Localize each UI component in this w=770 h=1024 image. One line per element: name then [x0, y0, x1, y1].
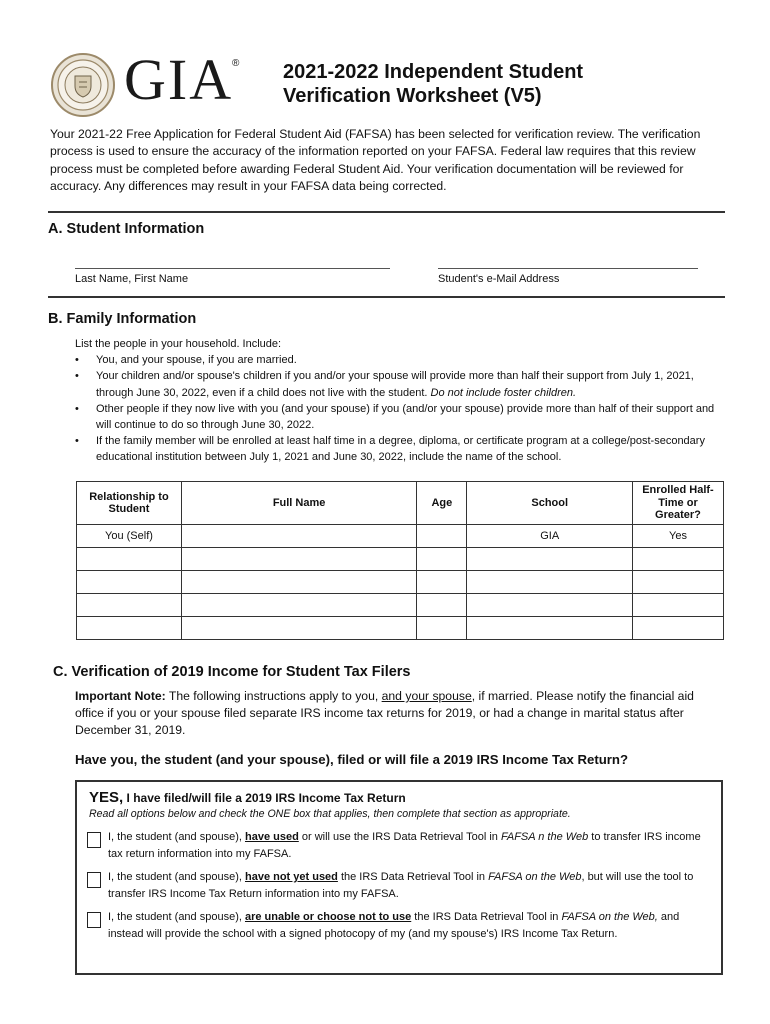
section-divider	[48, 211, 725, 213]
name-field-label: Last Name, First Name	[75, 273, 189, 285]
title-line-2: Verification Worksheet (V5)	[283, 85, 542, 107]
household-instructions	[75, 336, 725, 466]
important-note: Important Note: The following instructions apply to you, and your spouse, if married. Please notify the financial aid office if you or your spouse filed separate IRS income tax returns for 2019, or had a change in marital status after December 31, 2019.	[75, 689, 694, 737]
logo-wordmark: GIA	[124, 47, 234, 112]
table-row	[77, 617, 724, 640]
cell-enrolled: Yes	[632, 525, 723, 548]
cell-enrolled[interactable]	[632, 617, 723, 640]
title-line-1: 2021-2022 Independent Student	[283, 61, 584, 83]
tax-return-question: Have you, the student (and your spouse), filed or will file a 2019 IRS Income Tax Return?	[75, 752, 629, 767]
cell-age[interactable]	[417, 617, 467, 640]
col-age: Age	[417, 482, 467, 525]
cell-age[interactable]	[417, 594, 467, 617]
section-c-heading: C. Verification of 2019 Income for Student Tax Filers	[53, 664, 411, 680]
list-item: • Your children and/or spouse's children if you and/or your spouse will provide more than half their support from July 1, 2021, through June 30, 2022, even if a child does not live with the student. Do not include foster children.	[75, 368, 725, 400]
cell-enrolled[interactable]	[632, 571, 723, 594]
option-1-checkbox[interactable]	[87, 832, 101, 848]
cell-school[interactable]	[467, 548, 632, 571]
intro-paragraph: Your 2021-22 Free Application for Federal Student Aid (FAFSA) has been selected for verification review. The verification process is used to ensure the accuracy of the information reported on your FAFSA. Federal law requires that this review process must be completed before awarding Federal Student Aid. Your verification documentation will be reviewed for accuracy. Any differences may result in your FAFSA data being corrected.	[50, 127, 701, 194]
cell-full-name[interactable]	[181, 594, 416, 617]
page-title	[283, 60, 703, 108]
household-lead: List the people in your household. Include:	[75, 338, 282, 350]
section-b-heading: B. Family Information	[48, 311, 197, 327]
option-2-checkbox[interactable]	[87, 872, 101, 888]
cell-relationship[interactable]	[77, 617, 182, 640]
yes-instruction: Read all options below and check the ONE box that applies, then complete that section as appropriate.	[89, 808, 571, 820]
email-field-line[interactable]	[438, 268, 698, 269]
cell-school[interactable]	[467, 594, 632, 617]
table-row	[77, 548, 724, 571]
table-row	[77, 594, 724, 617]
cell-school: GIA	[467, 525, 632, 548]
option-3-checkbox[interactable]	[87, 912, 101, 928]
option-1-text: I, the student (and spouse), have used or will use the IRS Data Retrieval Tool in FAFSA n the Web to transfer IRS income tax return information into my FAFSA.	[108, 831, 701, 860]
cell-relationship[interactable]	[77, 594, 182, 617]
email-field-label: Student's e-Mail Address	[438, 273, 560, 285]
cell-age[interactable]	[417, 525, 467, 548]
section-divider	[48, 296, 725, 298]
cell-full-name[interactable]	[181, 571, 416, 594]
option-2-text: I, the student (and spouse), have not yet used the IRS Data Retrieval Tool in FAFSA on the Web, but will use the tool to transfer IRS Income Tax Return information into my FAFSA.	[108, 871, 694, 900]
cell-relationship[interactable]	[77, 571, 182, 594]
table-row	[77, 525, 724, 548]
list-item: • Other people if they now live with you (and your spouse) if you (and/or your spouse) provide more than half of their support and will continue to do so through June 30, 2022.	[75, 401, 725, 433]
col-enrolled: Enrolled Half-Time or Greater?	[632, 482, 723, 525]
name-field-line[interactable]	[75, 268, 390, 269]
family-table	[76, 481, 724, 640]
cell-full-name[interactable]	[181, 617, 416, 640]
cell-full-name[interactable]	[181, 525, 416, 548]
table-header-row	[77, 482, 724, 525]
cell-relationship: You (Self)	[77, 525, 182, 548]
gia-seal-icon	[50, 52, 116, 118]
cell-enrolled[interactable]	[632, 548, 723, 571]
cell-relationship[interactable]	[77, 548, 182, 571]
cell-school[interactable]	[467, 571, 632, 594]
yes-heading: YES, I have filed/will file a 2019 IRS Income Tax Return	[89, 789, 406, 806]
col-full-name: Full Name	[181, 482, 416, 525]
cell-age[interactable]	[417, 571, 467, 594]
cell-age[interactable]	[417, 548, 467, 571]
list-item: • If the family member will be enrolled at least half time in a degree, diploma, or certificate program at a college/post-secondary educational institution between July 1, 2021 and June 30, 2022, include the name of the school.	[75, 433, 725, 465]
table-row	[77, 571, 724, 594]
gia-logo	[50, 47, 250, 116]
list-item: • You, and your spouse, if you are married.	[75, 352, 725, 368]
registered-mark: ®	[232, 58, 240, 69]
col-relationship: Relationship to Student	[77, 482, 182, 525]
col-school: School	[467, 482, 632, 525]
section-a-heading: A. Student Information	[48, 221, 205, 237]
option-3-text: I, the student (and spouse), are unable or choose not to use the IRS Data Retrieval Tool in FAFSA on the Web, and instead will provide the school with a signed photocopy of my (and my spouse's) IRS Income Tax Return.	[108, 911, 680, 940]
cell-school[interactable]	[467, 617, 632, 640]
cell-full-name[interactable]	[181, 548, 416, 571]
cell-enrolled[interactable]	[632, 594, 723, 617]
